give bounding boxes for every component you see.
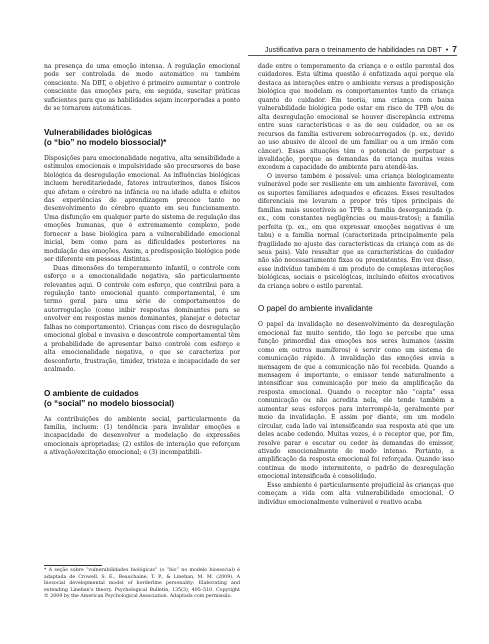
right-column — [258, 63, 454, 507]
paragraph: dade entre o temperamento da criança e o estilo parental dos cuidadores. Esta última questão é enfatizada aqui porque ela destaca as interações entre o ambiente versus a predisposição biológica que modelam os comportamentos tanto da criança quanto do cuidador. Em teoria, uma criança com baixa vulnerabilidade biológica pode estar em risco de TPB e/ou de alta desregulação emocional se houver discrepância extrema entre suas características e as de seu cuidador, ou se os recursos da família estiverem sobrecarregados (p. ex., devido ao uso abusivo de álcool de um familiar ou a um irmão com câncer). Essas situações têm o potencial de perpetuar a invalidação, porque as demandas da criança muitas vezes excedem a capacidade do ambiente para atendê-las. — [258, 63, 454, 172]
heading-line: (o “social” no modelo biossocial) — [44, 398, 175, 408]
footnote: * A seção sobre “vulnerabilidades biológicas” (o “bio” no modelo biossocial) é adaptada de Crowell, S. E., Beauchaine, T. P., & Linehan, M. M. (2009). A biosocial developmental model of borderline personality: Elaborating and extending Linehan's theory. Psychological Bulletin, 135(3), 495–510. Copyright © 2009 by the American Psychological Association. Adaptada com permissão. — [44, 568, 240, 600]
heading-line: O ambiente de cuidados — [44, 388, 139, 398]
running-head-rule — [248, 55, 457, 56]
paragraph: As contribuições do ambiente social, particularmente da família, incluem: (1) tendência para invalidar emoções e incapacidade de desenvolver a modelação de expressões emocionais apropriadas; (2) estilos de interação que reforçam a ativação/excitação emocional; e (3) incompatibili- — [44, 415, 240, 457]
paragraph: O papel da invalidação no desenvolvimento da desregulação emocional faz muito sentido, tão logo se percebe que uma função primordial das emoções nos seres humanos (assim como em outros mamíferos) é servir como um sistema de comunicação rápido. A invalidação das emoções envia a mensagem de que a comunicação não foi recebida. Quando a mensagem é importante, o emissor tende naturalmente a intensificar sua comunicação por meio da amplificação da resposta emocional. Quando o receptor não “capta” essa comunicação ou não acredita nela, ele tende também a aumentar seus esforços para interrompê-la, geralmente por meio da invalidação. E assim por diante, em um modelo circular, cada lado vai intensificando sua resposta até que um deles acabe cedendo. Muitas vezes, é o receptor que, por fim, resolve parar e escutar ou ceder às demandas do emissor, ativado emocionalmente de modo intenso. Portanto, a amplificação da resposta emocional foi reforçada. Quando isso continua de modo intermitente, o padrão de desregulação emocional intensificada é consolidado. — [258, 321, 454, 481]
heading-line: (o “bio” no modelo biossocial)* — [44, 137, 167, 147]
footnote-rule — [44, 565, 102, 566]
heading-line: Vulnerabilidades biológicas — [44, 127, 152, 137]
section-heading-invalidating: O papel do ambiente invalidante — [258, 304, 373, 314]
section-heading-biological — [44, 128, 240, 148]
paragraph: Esse ambiente é particularmente prejudicial às crianças que começam a vida com alta vulnerabilidade emocional. O indivíduo emocionalmente vulnerável e reativo acaba — [258, 481, 454, 506]
section-heading-social — [44, 389, 240, 409]
paragraph: O inverso também é possível: uma criança biologicamente vulnerável pode ser resiliente em um ambiente favorável, com os suportes familiares adequados e eficazes. Esses resultados diferenciais me levaram a propor três tipos principais de famílias mais suscetíveis ao TPB: a família desorganizada (p. ex., com constantes negligências ou maus-tratos); a família perfeita (p. ex., em que expressar emoções negativas é um tabu) e a família normal (caracterizada principalmente pela fragilidade no ajuste das características da criança com as de seus pais). Vale ressaltar que as características do cuidador não são necessariamente fixas ou preexistentes. Em vez disso, esse indivíduo também é um produto de complexas interações biológicas, sociais e psicológicas, incluindo efeitos evocativos da criança sobre o estilo parental. — [258, 172, 454, 290]
running-head — [265, 44, 457, 54]
paragraph: Duas dimensões do temperamento infantil, o controle com esforço e a emocionalidade negativa, são particularmente relevantes aqui. O controle com esforço, que contribui para a regulação tanto emocional quanto comportamental, é um termo geral para uma série de comportamentos de autorregulação (como inibir respostas dominantes para se envolver em respostas menos dominantes, planejar e detectar falhas no comportamento). Crianças com risco de desregulação emocional global e invasiva e descontrole comportamental têm a probabilidade de apresentar baixo controle com esforço e alta emocionalidade negativa, o que se caracteriza por desconforto, frustração, timidez, tristeza e incapacidade de ser acalmado. — [44, 264, 240, 374]
running-head-bullet: • — [445, 45, 449, 54]
left-column — [44, 63, 240, 458]
paragraph: na presença de uma emoção intensa. A regulação emocional pode ser controlada de modo automático ou também consciente. Na DBT, o objetivo é primeiro aumentar o controle consciente das emoções para, em seguida, suscitar práticas suficientes para que as habilidades sejam incorporadas a ponto de se tornarem automáticas. — [44, 63, 240, 113]
running-head-title: Justificativa para o treinamento de habilidades na DBT — [264, 45, 442, 54]
page-number: 7 — [452, 44, 457, 54]
paragraph: Disposições para emocionalidade negativa, alta sensibilidade a estímulos emocionais e impulsividade são precursores de base biológica da desregulação emocional. As influências biológicas incluem hereditariedade, fatores intrauterinos, danos físicos que afetam o cérebro na infância ou na idade adulta e efeitos das experiências de aprendizagem precoce tanto no desenvolvimento do cérebro quanto em seu funcionamento. Uma disfunção em qualquer parte do sistema de regulação das emoções humanas, que é extremamente complexo, pode fornecer a base biológica para a vulnerabilidade emocional inicial, bem como para as dificuldades posteriores na modulação das emoções. Assim, a predisposição biológica pode ser diferente em pessoas distintas. — [44, 154, 240, 264]
